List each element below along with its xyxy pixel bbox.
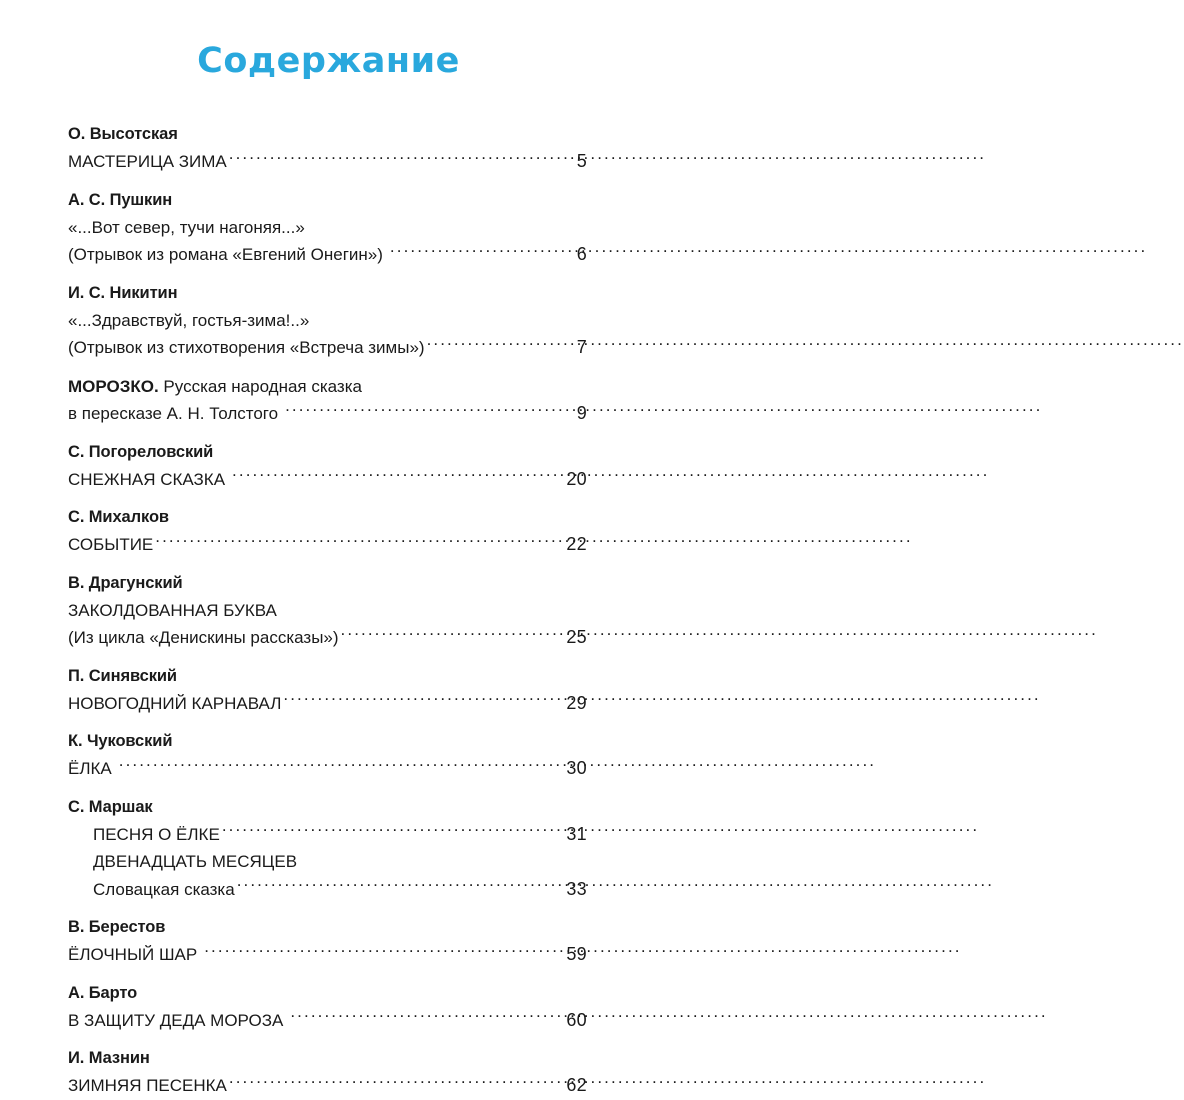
dot-leader bbox=[283, 692, 564, 709]
toc-entry-title: ЁЛКА bbox=[68, 759, 112, 778]
toc-entry bbox=[68, 373, 587, 428]
toc-entry-line[interactable] bbox=[68, 755, 587, 783]
toc-entry-line[interactable] bbox=[68, 531, 587, 559]
dot-leader bbox=[222, 823, 564, 840]
toc-page-number: 31 bbox=[566, 823, 587, 844]
toc-page-number: 6 bbox=[576, 244, 587, 264]
toc-entry-title: В ЗАЩИТУ ДЕДА МОРОЗА bbox=[68, 1010, 284, 1030]
toc-entry-line[interactable] bbox=[68, 821, 587, 849]
toc-entry-line[interactable] bbox=[68, 241, 587, 269]
dot-leader bbox=[155, 533, 564, 550]
toc-entry-line[interactable] bbox=[68, 690, 587, 718]
toc-entry-author: И. Мазнин bbox=[68, 1049, 150, 1067]
toc-entry-title: Словацкая сказка bbox=[93, 879, 235, 899]
toc-entry-line[interactable] bbox=[68, 876, 587, 904]
toc-entry-line[interactable] bbox=[68, 941, 587, 969]
dot-leader bbox=[232, 468, 564, 485]
dot-leader bbox=[341, 626, 564, 643]
toc-entry-work-title-rest: Русская народная сказка bbox=[158, 376, 362, 396]
toc-entry-title: «...Вот север, тучи нагоняя...» bbox=[68, 217, 305, 237]
toc-entry-title: СНЕЖНАЯ СКАЗКА bbox=[68, 469, 226, 489]
toc-entry-author: В. Драгунский bbox=[68, 573, 183, 592]
toc-page-number: 5 bbox=[576, 151, 587, 171]
toc-entry-title: (Отрывок из стихотворения «Встреча зимы») bbox=[68, 338, 425, 357]
dot-leader bbox=[237, 878, 564, 895]
toc-page-number: 30 bbox=[566, 758, 587, 778]
toc-entry-title: (Отрывок из романа «Евгений Онегин») bbox=[68, 245, 383, 264]
toc-entry bbox=[68, 504, 587, 559]
toc-entry-title: ЗАКОЛДОВАННАЯ БУКВА bbox=[68, 600, 277, 620]
toc-entry bbox=[68, 914, 587, 969]
toc-entry-author: О. Высотская bbox=[68, 125, 178, 143]
toc-entry-author: С. Маршак bbox=[68, 797, 153, 816]
dot-leader bbox=[427, 336, 564, 353]
toc-page-number: 62 bbox=[566, 1075, 587, 1095]
toc-page-number: 29 bbox=[566, 692, 587, 713]
toc-entry-author: В. Берестов bbox=[68, 918, 166, 936]
dot-leader bbox=[290, 1009, 564, 1026]
toc-entry-author: К. Чуковский bbox=[68, 732, 173, 750]
toc-entry bbox=[68, 728, 587, 783]
toc-entry-title: ЁЛОЧНЫЙ ШАР bbox=[68, 945, 198, 964]
toc-entry-line[interactable] bbox=[68, 466, 587, 494]
dot-leader bbox=[119, 757, 564, 774]
toc-entry-author: А. С. Пушкин bbox=[68, 190, 173, 209]
dot-leader bbox=[390, 243, 564, 260]
dot-leader bbox=[229, 150, 564, 167]
toc-entry bbox=[68, 794, 587, 904]
toc-entry-line[interactable] bbox=[68, 624, 587, 652]
toc-entry-author: И. С. Никитин bbox=[68, 283, 178, 302]
toc-entry bbox=[68, 280, 587, 362]
toc-entry bbox=[68, 439, 587, 494]
toc-entry bbox=[68, 121, 587, 176]
toc-page-number: 7 bbox=[576, 337, 587, 357]
toc-entry-line[interactable] bbox=[68, 1072, 587, 1100]
toc-entry-title: ДВЕНАДЦАТЬ МЕСЯЦЕВ bbox=[93, 852, 298, 871]
page-title: Содержание bbox=[197, 41, 460, 81]
toc-entry-author: С. Михалков bbox=[68, 508, 169, 526]
toc-entry bbox=[68, 663, 587, 718]
toc-page-number: 25 bbox=[566, 627, 587, 647]
dot-leader bbox=[229, 1074, 564, 1091]
toc-entry-title: МАСТЕРИЦА ЗИМА bbox=[68, 152, 227, 171]
toc-page-number: 22 bbox=[566, 534, 587, 554]
toc-entry-title: «...Здравствуй, гостья-зима!..» bbox=[68, 310, 310, 330]
toc-page-number: 20 bbox=[566, 468, 587, 489]
toc-page-number: 59 bbox=[566, 944, 587, 964]
toc-entry-line[interactable] bbox=[68, 148, 587, 176]
toc-entry-title: ЗИМНЯЯ ПЕСЕНКА bbox=[68, 1076, 227, 1095]
dot-leader bbox=[204, 943, 564, 960]
toc-entry-line[interactable] bbox=[68, 334, 587, 362]
toc-entry-title: в пересказе А. Н. Толстого bbox=[68, 404, 279, 423]
toc-entry-author: П. Синявский bbox=[68, 666, 177, 685]
toc-entry-line[interactable] bbox=[68, 400, 587, 428]
toc-entry-list bbox=[68, 121, 587, 1100]
toc-entry-title: (Из цикла «Денискины рассказы») bbox=[68, 628, 339, 647]
toc-entry-title: НОВОГОДНИЙ КАРНАВАЛ bbox=[68, 693, 282, 713]
toc-entry-title: СОБЫТИЕ bbox=[68, 535, 154, 554]
toc-entry-author: С. Погореловский bbox=[68, 442, 214, 461]
toc-page-number: 60 bbox=[566, 1009, 587, 1030]
toc-page-number: 33 bbox=[566, 878, 587, 899]
toc-entry-author: А. Барто bbox=[68, 983, 138, 1002]
toc-entry-line[interactable] bbox=[68, 1007, 587, 1035]
toc-entry-title: ПЕСНЯ О ЁЛКЕ bbox=[93, 824, 220, 844]
toc-entry-work-title-bold: МОРОЗКО. bbox=[68, 376, 159, 396]
toc-entry bbox=[68, 980, 587, 1035]
dot-leader bbox=[285, 402, 564, 419]
toc-page-number: 9 bbox=[576, 403, 587, 423]
toc-entry bbox=[68, 570, 587, 652]
toc-entry bbox=[68, 187, 587, 269]
toc-entry bbox=[68, 1045, 587, 1100]
